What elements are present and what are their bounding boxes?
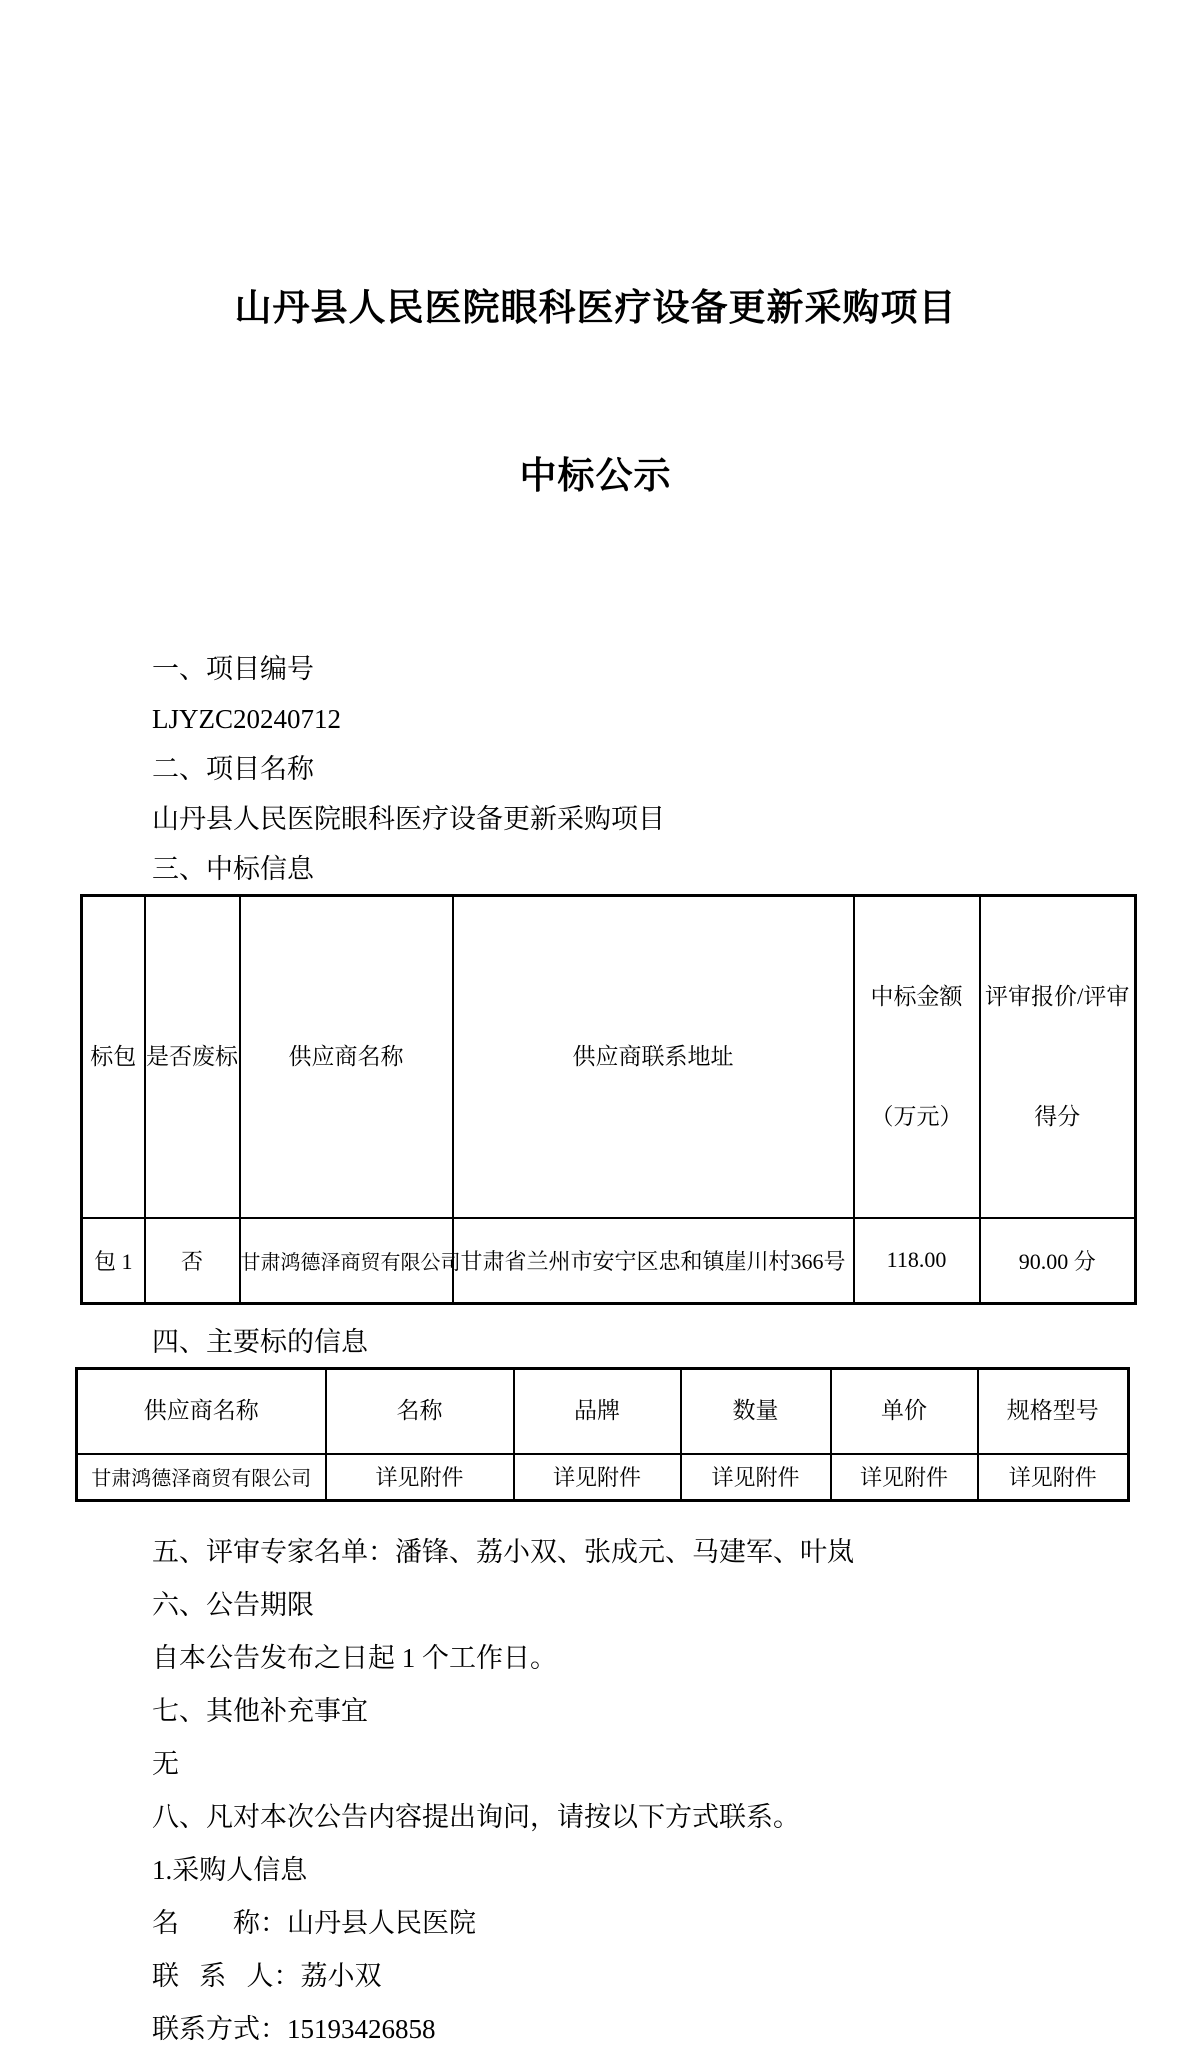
closing-sections <box>0 1526 1191 2056</box>
items-header-brand: 品牌 <box>514 1368 681 1454</box>
award-cell-score: 90.00 分 <box>980 1218 1136 1303</box>
section-1-heading: 一、项目编号 <box>152 654 314 684</box>
award-table-header-row <box>82 896 1136 1219</box>
notice-period-text: 自本公告发布之日起 1 个工作日。 <box>152 1642 557 1673</box>
purchaser-phone: 联系方式：15193426858 <box>152 2013 436 2044</box>
section-5-heading: 五、评审专家名单：潘锋、荔小双、张成元、马建军、叶岚 <box>152 1536 854 1567</box>
project-name: 山丹县人民医院眼科医疗设备更新采购项目 <box>152 804 665 834</box>
items-table-header-row <box>77 1368 1129 1454</box>
award-header-voided: 是否废标 <box>145 896 240 1219</box>
award-header-amount-line1: 中标金额 <box>870 984 963 1009</box>
award-header-amount <box>854 896 980 1219</box>
items-cell-quantity: 详见附件 <box>681 1454 831 1500</box>
items-header-supplier: 供应商名称 <box>77 1368 326 1454</box>
items-table <box>75 1367 1130 1502</box>
section-4-heading: 四、主要标的信息 <box>152 1326 368 1357</box>
award-cell-package: 包 1 <box>82 1218 145 1303</box>
award-header-score <box>980 896 1136 1219</box>
award-table-row <box>82 1218 1136 1303</box>
award-cell-amount: 118.00 <box>854 1218 980 1303</box>
items-header-model: 规格型号 <box>978 1368 1129 1454</box>
award-header-amount-line2: （万元） <box>870 1104 963 1129</box>
purchaser-name: 名 称：山丹县人民医院 <box>152 1907 476 1938</box>
items-cell-model: 详见附件 <box>978 1454 1129 1500</box>
items-header-name: 名称 <box>326 1368 514 1454</box>
items-header-unit-price: 单价 <box>831 1368 978 1454</box>
title-line-2: 中标公示 <box>519 455 672 496</box>
intro-sections <box>0 644 1191 894</box>
items-header-quantity: 数量 <box>681 1368 831 1454</box>
items-cell-name: 详见附件 <box>326 1454 514 1500</box>
other-matters-text: 无 <box>152 1748 179 1779</box>
purchaser-info-heading: 1.采购人信息 <box>152 1854 308 1885</box>
award-header-package: 标包 <box>82 896 145 1219</box>
section-2-heading: 二、项目名称 <box>152 754 314 784</box>
items-cell-unit-price: 详见附件 <box>831 1454 978 1500</box>
items-cell-supplier: 甘肃鸿德泽商贸有限公司 <box>77 1454 326 1500</box>
award-header-score-line2: 得分 <box>1034 1104 1081 1129</box>
award-cell-address: 甘肃省兰州市安宁区忠和镇崖川村366号 <box>453 1218 854 1303</box>
section-6-heading: 六、公告期限 <box>152 1589 314 1620</box>
award-cell-voided: 否 <box>145 1218 240 1303</box>
items-table-row <box>77 1454 1129 1500</box>
award-info-table <box>80 894 1137 1305</box>
section-8-heading: 八、凡对本次公告内容提出询问，请按以下方式联系。 <box>152 1801 800 1832</box>
items-cell-brand: 详见附件 <box>514 1454 681 1500</box>
award-header-supplier: 供应商名称 <box>240 896 453 1219</box>
purchaser-contact-person: 联 系 人：荔小双 <box>152 1960 382 1991</box>
award-header-score-line1: 评审报价/评审 <box>985 984 1130 1009</box>
document-title <box>0 0 1191 616</box>
award-header-address: 供应商联系地址 <box>453 896 854 1219</box>
award-cell-supplier: 甘肃鸿德泽商贸有限公司 <box>240 1218 453 1303</box>
title-line-1: 山丹县人民医院眼科医疗设备更新采购项目 <box>234 287 957 328</box>
section-7-heading: 七、其他补充事宜 <box>152 1695 368 1726</box>
project-number: LJYZC20240712 <box>152 704 341 734</box>
section-3-heading: 三、中标信息 <box>152 854 314 884</box>
